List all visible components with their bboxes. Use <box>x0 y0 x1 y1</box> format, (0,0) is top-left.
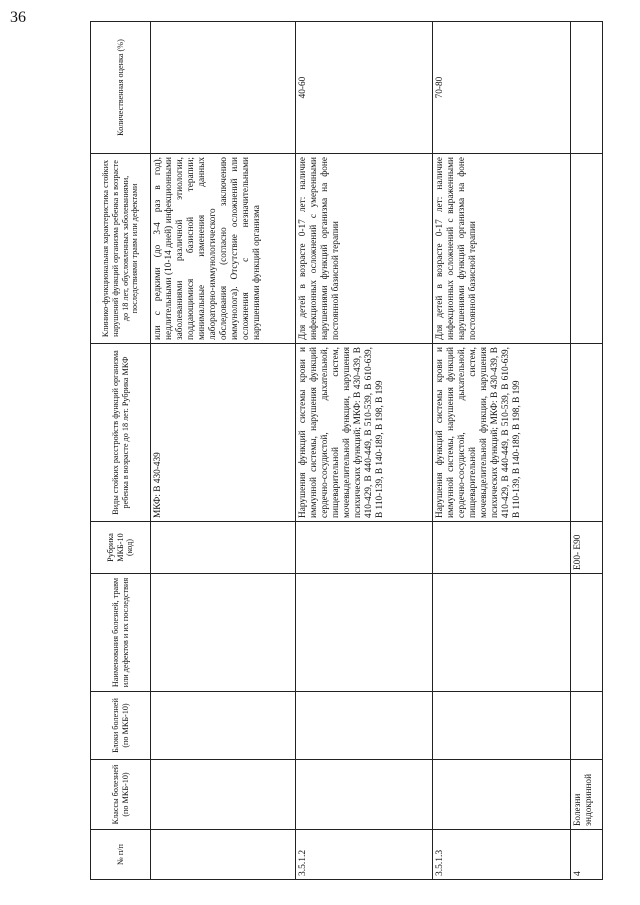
row-types: Нарушения функций системы крови и иммунной системы, нарушения функций сердечно-сосудистой, дыхательной, пищеварительной систем, мочевыделительной функции, нарушения психических функций; МКФ: В 430-439, В 410-429, В 440-449, В 510-539, В 610-639, В 110-139, В 140-189, В 198, В 199 <box>296 344 433 522</box>
row-num: 3.5.1.2 <box>296 830 433 880</box>
header-num: № п/п <box>91 830 151 880</box>
row-rubric: E00- E90 <box>571 522 603 574</box>
row-blocks <box>296 692 433 760</box>
row-score: 40-60 <box>296 22 433 154</box>
header-classes: Классы болезней (по МКБ-10) <box>91 760 151 830</box>
row-score: 70-80 <box>433 22 571 154</box>
table-row <box>433 22 571 880</box>
row-classes <box>433 760 571 830</box>
row-classes <box>296 760 433 830</box>
table-header-row <box>91 22 151 880</box>
landscape-table-container <box>90 22 594 880</box>
row-classes: Болезни эндокринной <box>571 760 603 830</box>
table-row <box>296 22 433 880</box>
row-score <box>151 22 296 154</box>
table-row <box>571 22 603 880</box>
row-types: МКФ: В 430-439 <box>151 344 296 522</box>
header-names: Наименования болезней, травм или дефектов и их последствия <box>91 574 151 692</box>
row-rubric <box>296 522 433 574</box>
row-blocks <box>151 692 296 760</box>
row-classes <box>151 760 296 830</box>
row-rubric <box>151 522 296 574</box>
header-rubric: Рубрика МКБ-10 (код) <box>91 522 151 574</box>
disability-criteria-table <box>90 21 603 880</box>
row-types: Нарушения функций системы крови и иммунной системы, нарушения функций сердечно-сосудистой, дыхательной, пищеварительной систем, мочевыделительной функции, нарушения психических функций; МКФ: В 430-439, В 410-429, В 440-449, В 510-539, В 610-639, В 110-139, В 140-189, В 198, В 199 <box>433 344 571 522</box>
row-characteristic: Для детей в возрасте 0-17 лет: наличие инфекционных осложнений с выраженными нарушениями функций организма на фоне постоянной базисной терапии <box>433 154 571 344</box>
row-names <box>151 574 296 692</box>
header-characteristic: Клинико-функциональная характеристика стойких нарушений функций организма ребенка в возрасте до 18 лет, обусловленных заболеваниями, последствиями травм или дефектами <box>91 154 151 344</box>
row-score <box>571 22 603 154</box>
header-score: Количественная оценка (%) <box>91 22 151 154</box>
row-rubric <box>433 522 571 574</box>
row-types <box>571 344 603 522</box>
row-num <box>151 830 296 880</box>
table-row <box>151 22 296 880</box>
row-names <box>571 574 603 692</box>
row-blocks <box>571 692 603 760</box>
header-types: Виды стойких расстройств функций организма ребенка в возрасте до 18 лет. Рубрика МКФ <box>91 344 151 522</box>
row-names <box>433 574 571 692</box>
row-num: 3.5.1.3 <box>433 830 571 880</box>
row-characteristic <box>571 154 603 344</box>
row-num: 4 <box>571 830 603 880</box>
row-names <box>296 574 433 692</box>
row-characteristic: Для детей в возрасте 0-17 лет: наличие инфекционных осложнений с умеренными нарушениями функций организма на фоне постоянной базисной терапии <box>296 154 433 344</box>
page-number: 36 <box>10 9 26 26</box>
row-blocks <box>433 692 571 760</box>
row-characteristic: или с редкими (до 3-4 раз в год), недлительными (10-14 дней) инфекционными заболеваниями различной этиологии, поддающимися базисной терапии; минимальные изменения данных лабораторно-иммунологического обследования (согласно заключению иммунолога). Отсутствие осложнений или осложнения с незначительными нарушениями функций организма <box>151 154 296 344</box>
header-blocks: Блоки болезней (по МКБ-10) <box>91 692 151 760</box>
